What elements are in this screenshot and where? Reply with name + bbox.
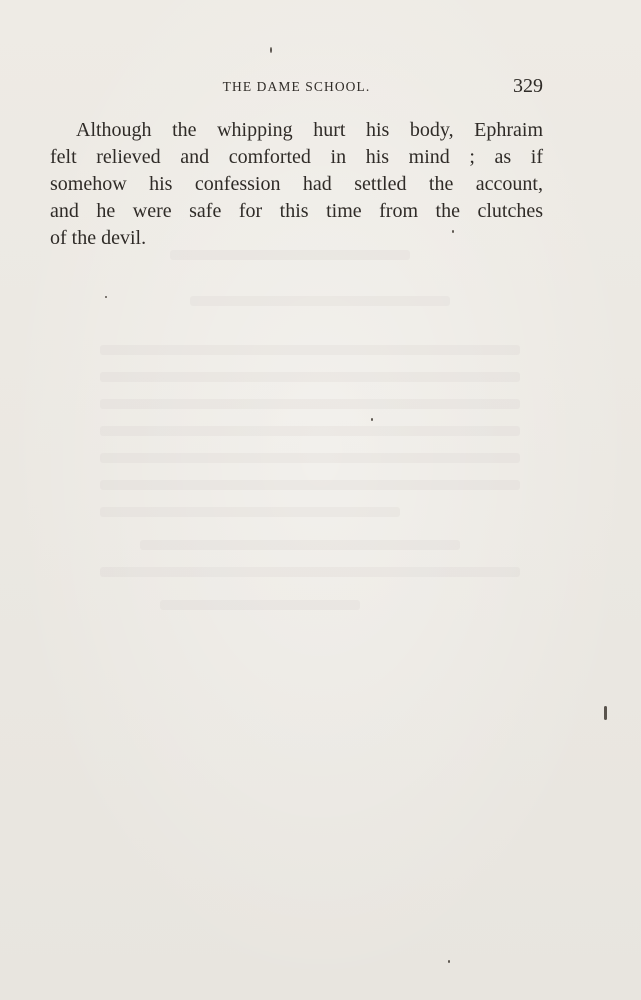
paper-speck (448, 960, 450, 963)
text-line: Although the whipping hurt his body, Ephraim (76, 119, 543, 141)
page-number: 329 (513, 75, 543, 97)
bleed-through-mark (100, 372, 520, 382)
bleed-through-mark (100, 426, 520, 436)
paper-speck (270, 47, 272, 53)
bleed-through-mark (100, 453, 520, 463)
paper-speck (105, 296, 107, 298)
bleed-through-mark (100, 345, 520, 355)
body-paragraph (50, 117, 543, 252)
running-head (50, 77, 543, 99)
bleed-through-mark (100, 507, 400, 517)
paper-speck (371, 418, 373, 421)
bleed-through-mark (100, 567, 520, 577)
bleed-through-mark (190, 296, 450, 306)
bleed-through-mark (140, 540, 460, 550)
text-line: felt relieved and comforted in his mind ; as if (50, 146, 543, 168)
bleed-through-mark (100, 399, 520, 409)
bleed-through-mark (100, 480, 520, 490)
bleed-through-mark (160, 600, 360, 610)
running-title: THE DAME SCHOOL. (222, 79, 371, 94)
text-line: somehow his confession had settled the account, (50, 173, 543, 195)
text-line: and he were safe for this time from the clutches (50, 200, 543, 222)
paper-speck (604, 706, 607, 720)
text-line: of the devil. (50, 227, 147, 249)
